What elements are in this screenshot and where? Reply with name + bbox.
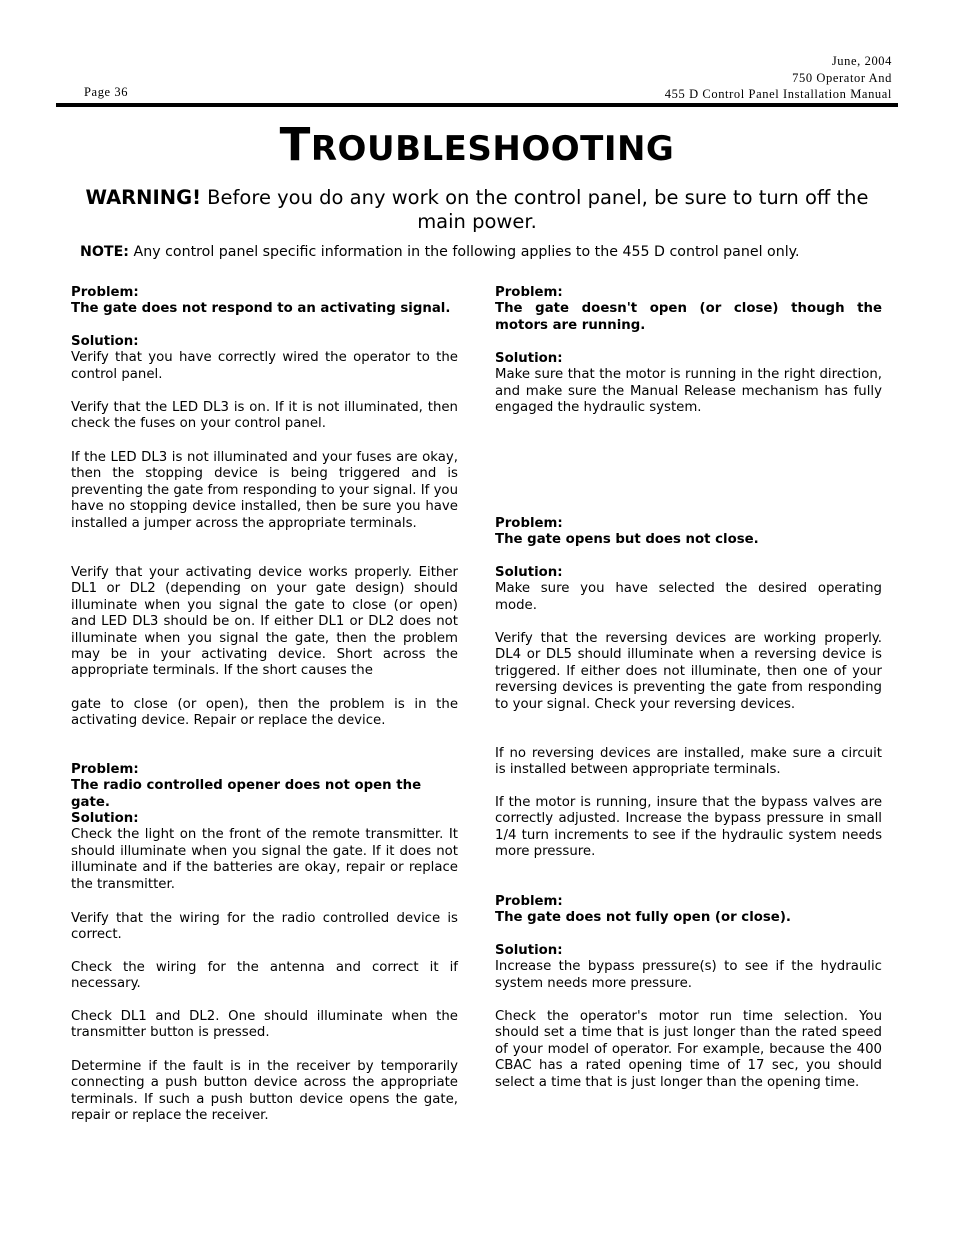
solution-paragraph: Verify that the wiring for the radio controlled device is correct.: [71, 911, 458, 943]
solution-paragraph: Check DL1 and DL2. One should illuminate when the transmitter button is pressed.: [71, 1009, 458, 1041]
right-solution-2-p3: [495, 746, 882, 779]
left-solution-1-p4: [71, 565, 458, 680]
solution-label: Solution:: [71, 334, 139, 349]
solution-paragraph: Check the light on the front of the remote transmitter. It should illuminate when you signal the gate. If it does not illuminate and if the batteries are okay, repair or replace the transmitter.: [71, 827, 458, 892]
right-solution-3-p2: [495, 1009, 882, 1091]
page-number: Page 36: [84, 85, 129, 99]
page-header-right: [665, 53, 892, 103]
left-solution-2-p5: [71, 1059, 458, 1125]
note-text: Any control panel specific information in the following applies to the 455 D control panel only.: [128, 244, 800, 260]
solution-paragraph: If no reversing devices are installed, make sure a circuit is installed between appropriate terminals.: [495, 746, 882, 778]
left-problem-1: [71, 285, 458, 318]
left-problem-2: [71, 762, 458, 811]
problem-label: Problem:: [495, 894, 563, 909]
title-initial: T: [279, 118, 311, 171]
solution-paragraph: Verify that your activating device works properly. Either DL1 or DL2 (depending on your gate design) should illuminate when you signal the gate to close (or open) and LED DL3 should be on. If either DL1 or DL2 does not illuminate when you signal the gate, then the problem may be in your activating device. Short across the appropriate terminals. If the short causes the: [71, 565, 458, 679]
right-problem-3: [495, 894, 882, 927]
problem-label: Problem:: [71, 762, 139, 777]
solution-paragraph: Verify that the reversing devices are working properly. DL4 or DL5 should illuminate when a reversing device is triggered. If either does not illuminate, then one of your reversing devices is preventing the gate from responding to your signal. Check your reversing devices.: [495, 631, 882, 712]
left-solution-1: [71, 334, 458, 383]
note-label: NOTE:: [80, 244, 129, 260]
right-solution-2: [495, 565, 882, 614]
problem-label: Problem:: [495, 285, 563, 300]
left-solution-2: [71, 811, 458, 893]
right-solution-3: [495, 943, 882, 992]
right-problem-2: [495, 516, 882, 549]
title-rest: ROUBLESHOOTING: [310, 129, 675, 169]
solution-label: Solution:: [495, 565, 563, 580]
solution-paragraph: Verify that the LED DL3 is on. If it is not illuminated, then check the fuses on your control panel.: [71, 400, 458, 432]
header-date: June, 2004: [831, 54, 892, 68]
solution-paragraph: Determine if the fault is in the receiver by temporarily connecting a push button device across the appropriate terminals. If such a push button device opens the gate, repair or replace the receiver.: [71, 1059, 458, 1124]
note-line: [80, 243, 900, 261]
solution-paragraph: Check the operator's motor run time selection. You should set a time that is just longer than the rated speed of your model of operator. For example, because the 400 CBAC has a rated opening time of 17 sec, you should select a time that is just longer than the opening time.: [495, 1009, 882, 1090]
solution-paragraph: Make sure you have selected the desired operating mode.: [495, 581, 882, 613]
solution-label: Solution:: [495, 351, 563, 366]
left-solution-2-p2: [71, 911, 458, 944]
solution-label: Solution:: [495, 943, 563, 958]
solution-paragraph: gate to close (or open), then the problem is in the activating device. Repair or replace the device.: [71, 697, 458, 729]
right-solution-2-p2: [495, 631, 882, 713]
warning-label: WARNING!: [85, 186, 201, 209]
right-solution-2-p4: [495, 795, 882, 861]
warning-box: [60, 186, 894, 234]
page-title: [0, 118, 954, 171]
header-manual-line1: 750 Operator And: [792, 70, 892, 85]
header-rule: [56, 103, 898, 107]
problem-text: The gate does not fully open (or close).: [495, 910, 791, 926]
solution-paragraph: If the motor is running, insure that the bypass valves are correctly adjusted. Increase the bypass pressure in small 1/4 turn increments to see if the hydraulic system needs more pressure.: [495, 795, 882, 860]
solution-label: Solution:: [71, 811, 139, 826]
solution-paragraph: Make sure that the motor is running in the right direction, and make sure the Manual Release mechanism has fully engaged the hydraulic system.: [495, 367, 882, 416]
left-solution-1-p2: [71, 400, 458, 433]
warning-text: Before you do any work on the control panel, be sure to turn off the main power.: [200, 186, 869, 233]
left-solution-2-p3: [71, 960, 458, 993]
solution-paragraph: Increase the bypass pressure(s) to see if the hydraulic system needs more pressure.: [495, 959, 882, 991]
left-solution-2-p4: [71, 1009, 458, 1042]
problem-text: The gate does not respond to an activating signal.: [71, 301, 451, 317]
solution-paragraph: Check the wiring for the antenna and correct it if necessary.: [71, 960, 458, 992]
problem-text: The gate opens but does not close.: [495, 532, 759, 548]
problem-text: The gate doesn't open (or close) though the motors are running.: [495, 301, 882, 333]
solution-paragraph: Verify that you have correctly wired the operator to the control panel.: [71, 350, 458, 382]
problem-label: Problem:: [71, 285, 139, 300]
left-solution-1-p5: [71, 697, 458, 730]
solution-paragraph: If the LED DL3 is not illuminated and your fuses are okay, then the stopping device is being triggered and is preventing the gate from responding to your signal. If you have no stopping device installed, then be sure you have installed a jumper across the appropriate terminals.: [71, 450, 458, 531]
problem-text: The radio controlled opener does not open the gate.: [71, 778, 422, 810]
left-solution-1-p3: [71, 450, 458, 532]
right-solution-1: [495, 351, 882, 417]
right-problem-1: [495, 285, 882, 334]
header-manual-line2: 455 D Control Panel Installation Manual: [664, 87, 892, 101]
problem-label: Problem:: [495, 516, 563, 531]
